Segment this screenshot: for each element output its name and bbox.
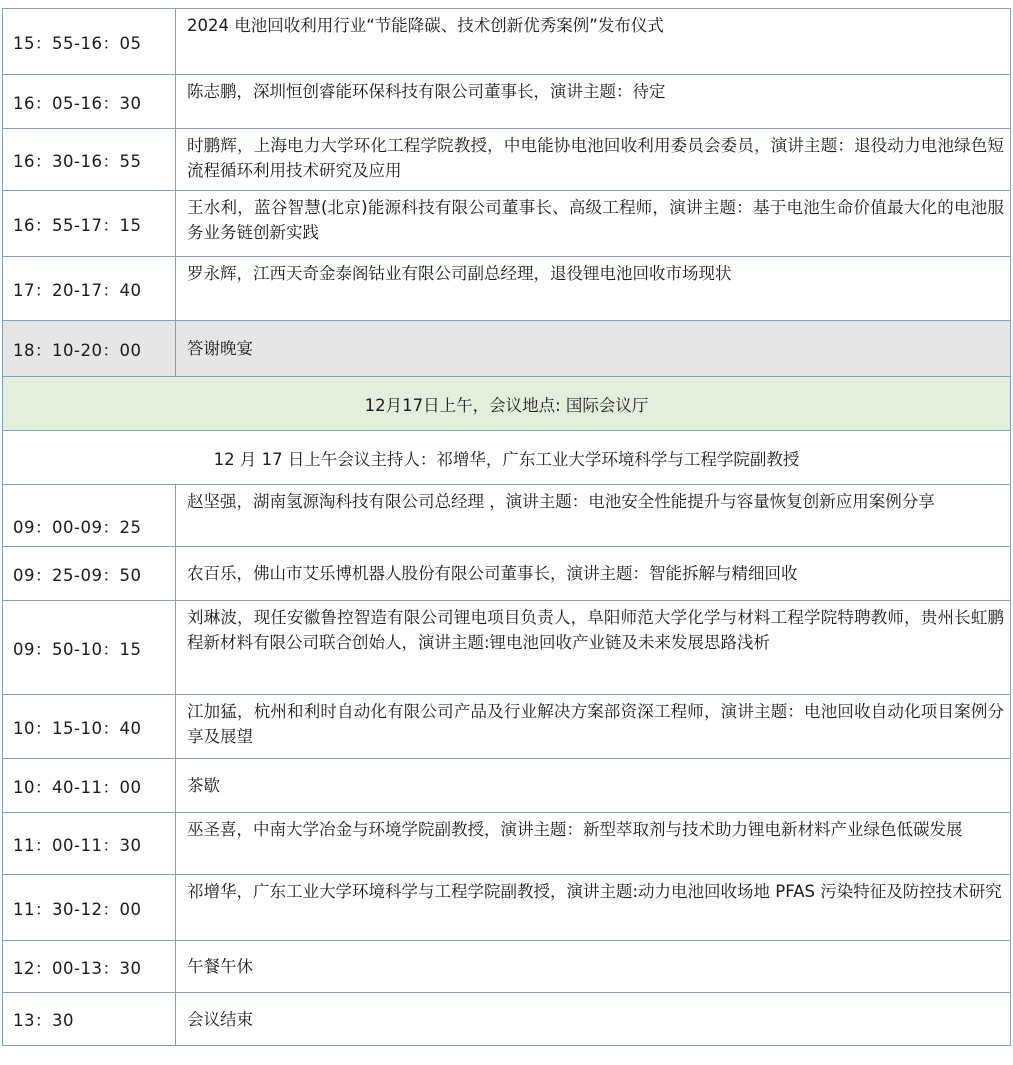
time-cell: 16：05-16：30 xyxy=(3,75,176,129)
time-cell: 16：55-17：15 xyxy=(3,191,176,257)
time-cell: 11：30-12：00 xyxy=(3,875,176,941)
time-cell: 09：25-09：50 xyxy=(3,547,176,601)
table-row xyxy=(3,813,1011,875)
description-cell: 罗永辉，江西天奇金泰阁钴业有限公司副总经理，退役锂电池回收市场现状 xyxy=(176,257,1011,321)
table-row xyxy=(3,191,1011,257)
time-cell: 13：30 xyxy=(3,993,176,1046)
table-row xyxy=(3,129,1011,191)
description-cell: 2024 电池回收利用行业“节能降碳、技术创新优秀案例”发布仪式 xyxy=(176,9,1011,75)
description-cell: 王水利，蓝谷智慧(北京)能源科技有限公司董事长、高级工程师，演讲主题：基于电池生命价值最大化的电池服务业务链创新实践 xyxy=(176,191,1011,257)
table-row xyxy=(3,485,1011,547)
description-cell: 巫圣喜，中南大学冶金与环境学院副教授，演讲主题：新型萃取剂与技术助力锂电新材料产业绿色低碳发展 xyxy=(176,813,1011,875)
description-cell: 祁增华，广东工业大学环境科学与工程学院副教授，演讲主题:动力电池回收场地 PFAS 污染特征及防控技术研究 xyxy=(176,875,1011,941)
time-cell: 12：00-13：30 xyxy=(3,941,176,993)
section-header-row xyxy=(3,377,1011,431)
table-row xyxy=(3,321,1011,377)
table-row xyxy=(3,257,1011,321)
table-row xyxy=(3,941,1011,993)
time-cell: 18：10-20：00 xyxy=(3,321,176,377)
description-cell: 赵坚强，湖南氢源淘科技有限公司总经理 ，演讲主题：电池安全性能提升与容量恢复创新应用案例分享 xyxy=(176,485,1011,547)
time-cell: 11：00-11：30 xyxy=(3,813,176,875)
time-cell: 09：50-10：15 xyxy=(3,601,176,695)
time-cell: 10：40-11：00 xyxy=(3,759,176,813)
description-cell: 午餐午休 xyxy=(176,941,1011,993)
table-row xyxy=(3,993,1011,1046)
time-cell: 17：20-17：40 xyxy=(3,257,176,321)
description-cell: 答谢晚宴 xyxy=(176,321,1011,377)
time-cell: 10：15-10：40 xyxy=(3,695,176,759)
description-cell: 农百乐，佛山市艾乐博机器人股份有限公司董事长，演讲主题：智能拆解与精细回收 xyxy=(176,547,1011,601)
table-row xyxy=(3,875,1011,941)
table-row xyxy=(3,759,1011,813)
section-title: 12月17日上午，会议地点: 国际会议厅 xyxy=(3,377,1011,431)
host-info: 12 月 17 日上午会议主持人：祁增华，广东工业大学环境科学与工程学院副教授 xyxy=(3,431,1011,485)
description-cell: 会议结束 xyxy=(176,993,1011,1046)
description-cell: 陈志鹏，深圳恒创睿能环保科技有限公司董事长，演讲主题：待定 xyxy=(176,75,1011,129)
table-row xyxy=(3,547,1011,601)
description-cell: 刘琳波，现任安徽鲁控智造有限公司锂电项目负责人，阜阳师范大学化学与材料工程学院特聘教师，贵州长虹鹏程新材料有限公司联合创始人，演讲主题:锂电池回收产业链及未来发展思路浅析 xyxy=(176,601,1011,695)
table-row xyxy=(3,695,1011,759)
description-cell: 江加猛，杭州和利时自动化有限公司产品及行业解决方案部资深工程师，演讲主题：电池回收自动化项目案例分享及展望 xyxy=(176,695,1011,759)
description-cell: 茶歇 xyxy=(176,759,1011,813)
host-row xyxy=(3,431,1011,485)
time-cell: 16：30-16：55 xyxy=(3,129,176,191)
time-cell: 15：55-16：05 xyxy=(3,9,176,75)
table-row xyxy=(3,601,1011,695)
description-cell: 时鹏辉，上海电力大学环化工程学院教授，中电能协电池回收利用委员会委员，演讲主题：退役动力电池绿色短流程循环利用技术研究及应用 xyxy=(176,129,1011,191)
time-cell: 09：00-09：25 xyxy=(3,485,176,547)
table-row xyxy=(3,9,1011,75)
agenda-table xyxy=(2,8,1011,1046)
table-row xyxy=(3,75,1011,129)
